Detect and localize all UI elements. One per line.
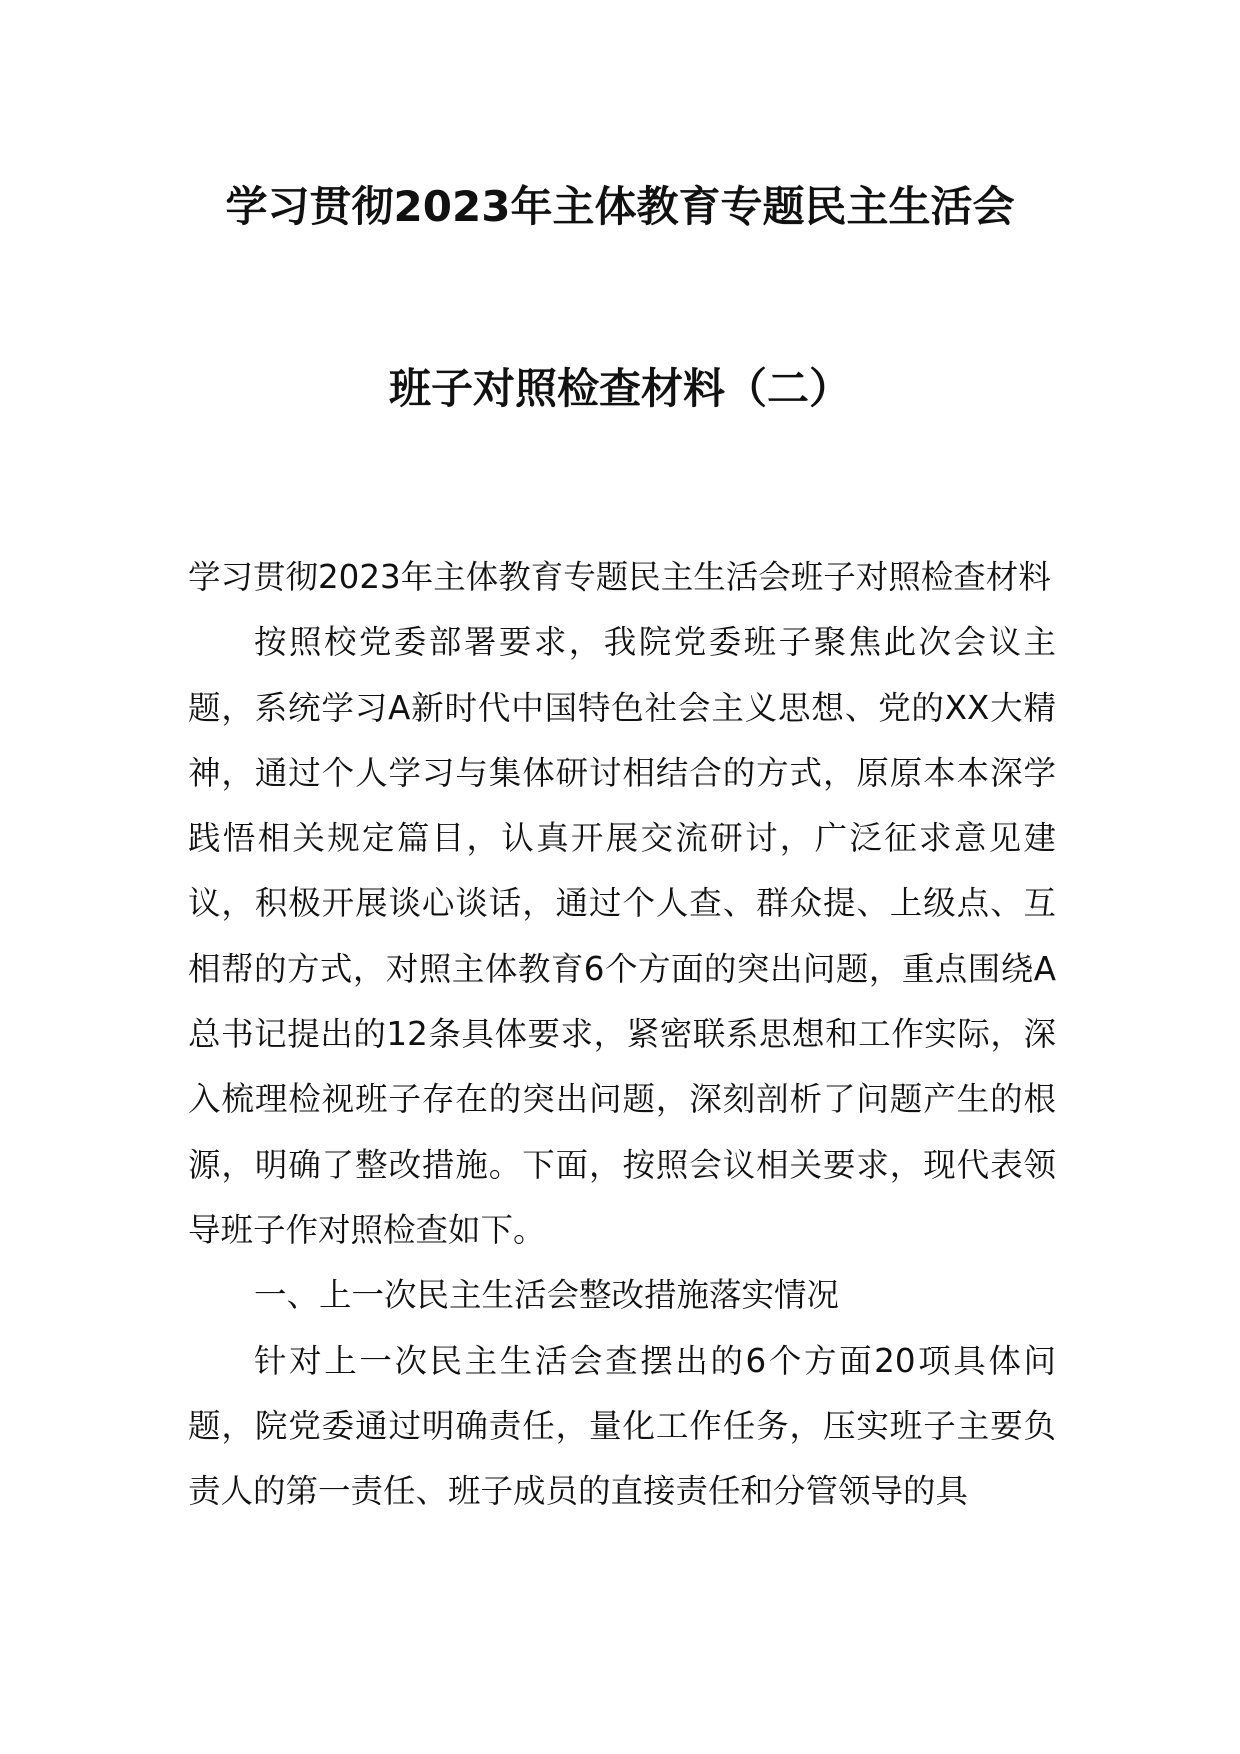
section-heading-1: 一、上一次民主生活会整改措施落实情况: [254, 1276, 840, 1315]
subtitle-paragraph: 学习贯彻2023年主体教育专题民主生活会班子对照检查材料: [188, 558, 1051, 596]
intro-paragraph: 按照校党委部署要求，我院党委班子聚焦此次会议主题，系统学习A新时代中国特色社会主义思想、党的XX大精神，通过个人学习与集体研讨相结合的方式，原原本本深学践悟相关规定篇目，认真开展交流研讨，广泛征求意见建议，积极开展谈心谈话，通过个人查、群众提、上级点、互相帮的方式，对照主体教育6个方面的突出问题，重点围绕A总书记提出的12条具体要求，紧密联系思想和工作实际，深入梳理检视班子存在的突出问题，深刻剖析了问题产生的根源，明确了整改措施。下面，按照会议相关要求，现代表领导班子作对照检查如下。: [188, 623, 1056, 1249]
section-1-paragraph: 针对上一次民主生活会查摆出的6个方面20项具体问题，院党委通过明确责任，量化工作任务，压实班子主要负责人的第一责任、班子成员的直接责任和分管领导的具: [188, 1341, 1056, 1511]
document-title-line-1: 学习贯彻2023年主体教育专题民主生活会: [225, 182, 1015, 231]
document-body: [188, 545, 1056, 1524]
document-title-line-2: 班子对照检查材料（二）: [388, 364, 851, 413]
